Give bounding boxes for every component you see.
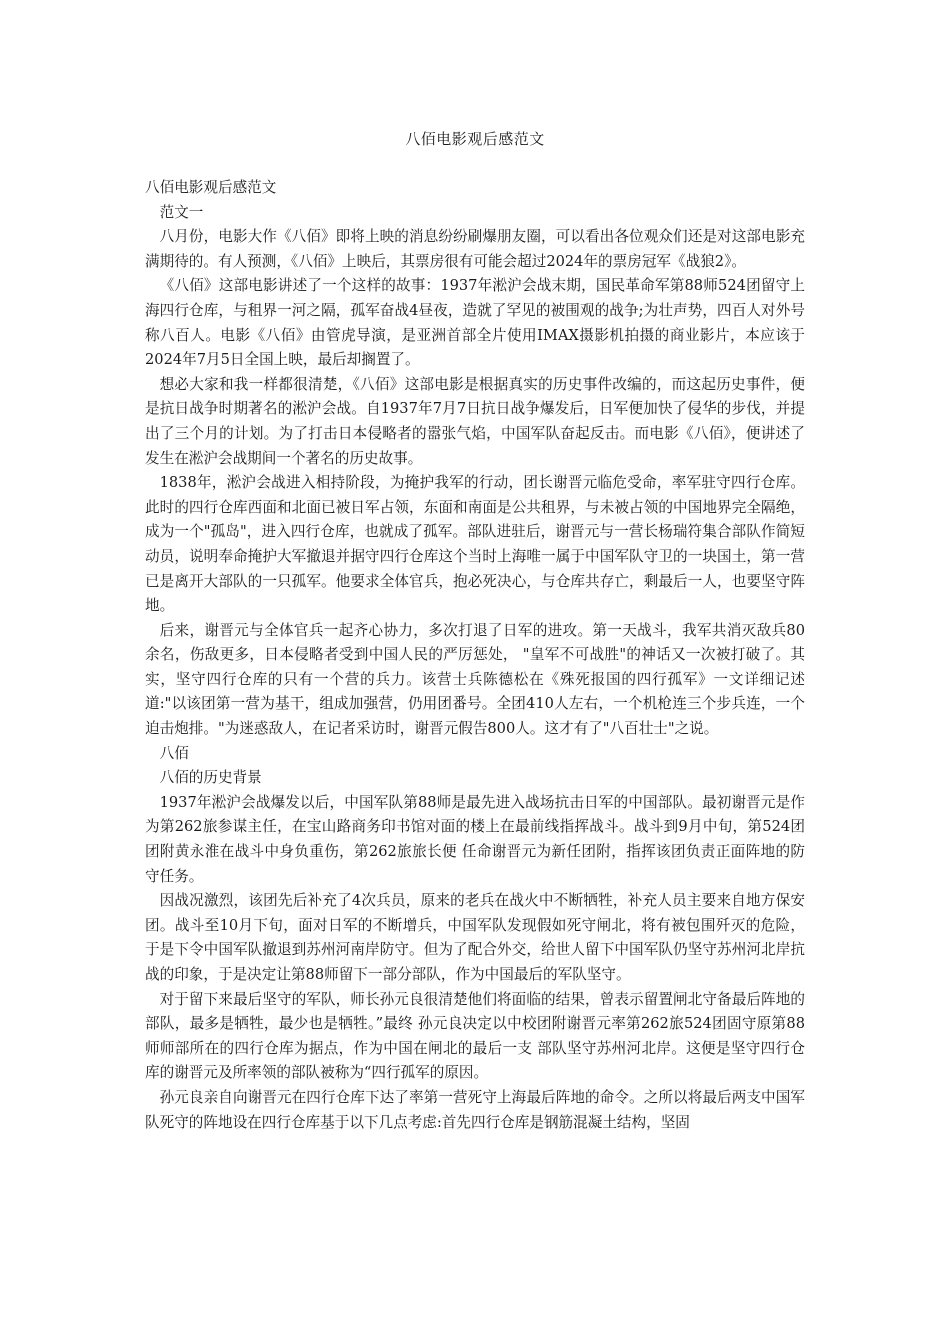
paragraph: 想必大家和我一样都很清楚，《八佰》这部电影是根据真实的历史事件改编的，而这起历史事件，便是抗日战争时期著名的淞沪会战。自1937年7月7日抗日战争爆发后，日军便加快了侵华的步伐，并提出了三个月的计划。为了打击日本侵略者的嚣张气焰，中国军队奋起反击。而电影《八佰》，便讲述了发生在淞沪会战期间一个著名的历史故事。 <box>145 375 805 467</box>
paragraph-sample-heading: 范文一 <box>159 203 204 221</box>
paragraph-subtitle: 八佰电影观后感范文 <box>145 179 277 196</box>
paragraph: 孙元良亲自向谢晋元在四行仓库下达了率第一营死守上海最后阵地的命令。之所以将最后两支中国军队死守的阵地设在四行仓库基于以下几点考虑:首先四行仓库是钢筋混凝土结构，坚固 <box>145 1088 805 1131</box>
paragraph: 后来，谢晋元与全体官兵一起齐心协力，多次打退了日军的进攻。第一天战斗，我军共消灭敌兵80余名，伤敌更多，日本侵略者受到中国人民的严厉惩处， "皇军不可战胜"的神话又一次被打破了。其实，坚守四行仓库的只有一个营的兵力。该营士兵陈德松在《殊死报国的四行孤军》一文详细记述道:"以该团第一营为基干，组成加强营，仍用团番号。全团410人左右，一个机枪连三个步兵连，一个迫击炮排。"为迷惑敌人，在记者采访时，谢晋元假告800人。这才有了"八百壮士"之说。 <box>145 621 805 738</box>
section-heading: 八佰 <box>159 744 189 762</box>
document-body <box>145 176 805 1135</box>
paragraph: 《八佰》这部电影讲述了一个这样的故事：1937年淞沪会战末期，国民革命军第88师524团留守上海四行仓库，与租界一河之隔，孤军奋战4昼夜，造就了罕见的被围观的战争;为壮声势，四百人对外号称八百人。电影《八佰》由管虎导演，是亚洲首部全片使用IMAX摄影机拍摄的商业影片，本应该于2024年7月5日全国上映，最后却搁置了。 <box>145 277 805 369</box>
document-title: 八佰电影观后感范文 <box>405 130 545 148</box>
paragraph: 因战况激烈，该团先后补充了4次兵员，原来的老兵在战火中不断牺牲，补充人员主要来自地方保安团。战斗至10月下旬，面对日军的不断增兵，中国军队发现假如死守闸北，将有被包围歼灭的危险，于是下令中国军队撤退到苏州河南岸防守。但为了配合外交，给世人留下中国军队仍坚守苏州河北岸抗战的印象，于是决定让第88师留下一部分部队，作为中国最后的军队坚守。 <box>145 892 805 983</box>
paragraph: 八月份，电影大作《八佰》即将上映的消息纷纷刷爆朋友圈，可以看出各位观众们还是对这部电影充满期待的。有人预测，《八佰》上映后，其票房很有可能会超过2024年的票房冠军《战狼2》。 <box>145 228 805 270</box>
paragraph: 1937年淞沪会战爆发以后，中国军队第88师是最先进入战场抗击日军的中国部队。最初谢晋元是作为第262旅参谋主任，在宝山路商务印书馆对面的楼上在最前线指挥战斗。战斗到9月中旬，第524团团附黄永淮在战斗中身负重伤，第262旅旅长便 任命谢晋元为新任团附，指挥该团负责正面阵地的防守任务。 <box>145 793 805 885</box>
section-heading: 八佰的历史背景 <box>159 769 262 787</box>
paragraph: 对于留下来最后坚守的军队，师长孙元良很清楚他们将面临的结果，曾表示留置闸北守备最后阵地的部队，最多是牺牲，最少也是牺牲。”最终 孙元良决定以中校团附谢晋元率第262旅524团固守原第88师师部所在的四行仓库为据点，作为中国在闸北的最后一支 部队坚守苏州河北岸。这便是坚守四行仓库的谢晋元及所率领的部队被称为“四行孤军的原因。 <box>145 990 805 1082</box>
paragraph: 1838年，淞沪会战进入相持阶段，为掩护我军的行动，团长谢晋元临危受命，率军驻守四行仓库。此时的四行仓库西面和北面已被日军占领，东面和南面是公共租界，与未被占领的中国地界完全隔绝，成为一个"孤岛"，进入四行仓库，也就成了孤军。部队进驻后，谢晋元与一营长杨瑞符集合部队作简短动员，说明奉命掩护大军撤退并据守四行仓库这个当时上海唯一属于中国军队守卫的一块国土，第一营已是离开大部队的一只孤军。他要求全体官兵，抱必死决心，与仓库共存亡，剩最后一人，也要坚守阵地。 <box>145 474 805 615</box>
